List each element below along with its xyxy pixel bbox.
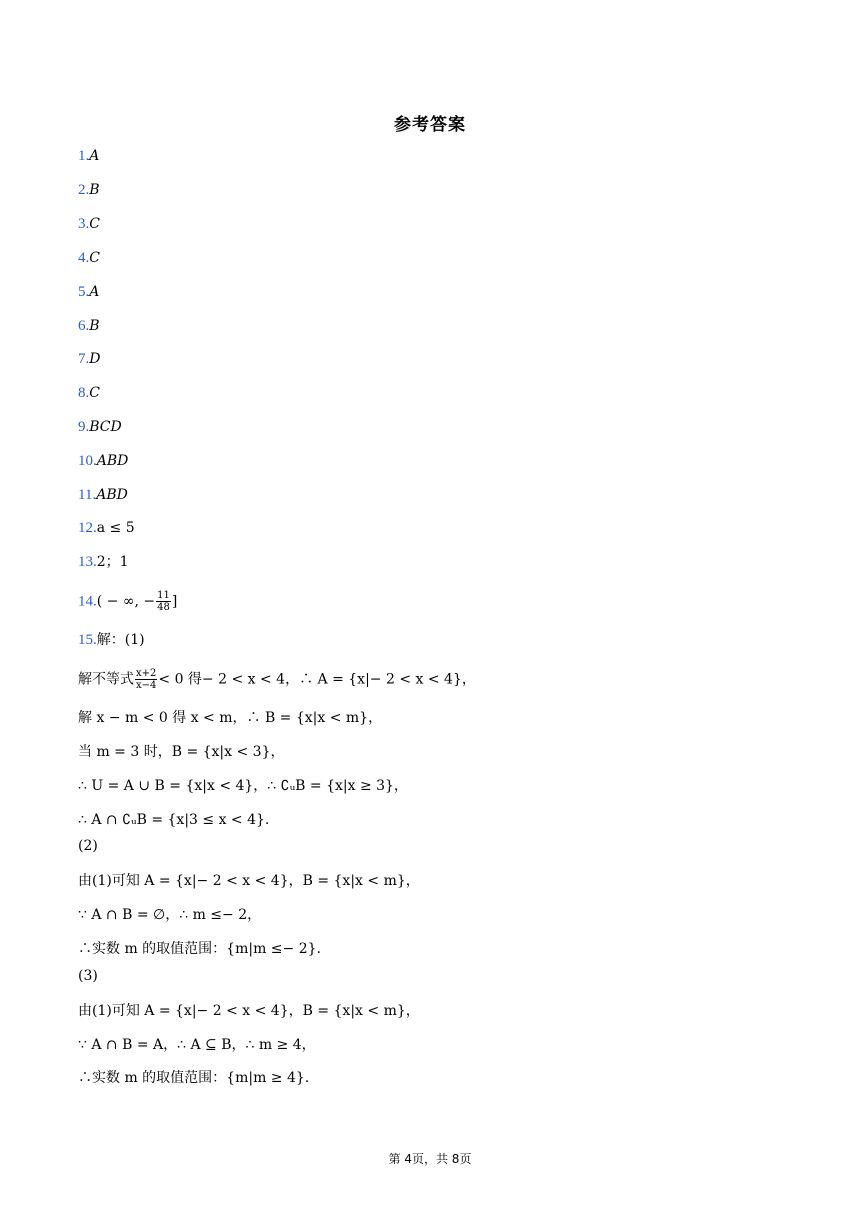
- solution-line: ∴ A ∩ ∁ᵤB = {x|3 ≤ x < 4}.: [78, 812, 270, 828]
- solution-line: ∵ A ∩ B = ∅，∴ m ≤− 2，: [78, 907, 262, 923]
- answer-row: [78, 485, 128, 505]
- question-number: 9.: [78, 419, 90, 435]
- answer-row: [78, 518, 135, 538]
- answer-row: [78, 383, 100, 403]
- answer-text: ( − ∞, −: [96, 593, 156, 610]
- question-number: 11.: [78, 487, 97, 503]
- answer-text: ]: [171, 593, 178, 610]
- solution-heading: [78, 630, 145, 650]
- fraction-denominator: x−4: [136, 680, 157, 691]
- fraction-denominator: 48: [157, 602, 170, 613]
- solution-line: 当 m = 3 时，B = {x|x < 3}，: [78, 744, 285, 760]
- answer-text: C: [89, 385, 100, 401]
- solution-text: 解：(1): [96, 632, 145, 648]
- question-number: 15.: [78, 632, 97, 648]
- question-number: 13.: [78, 554, 97, 570]
- answer-row: [78, 451, 128, 471]
- question-number: 10.: [78, 453, 97, 469]
- answer-row: [78, 552, 129, 572]
- answer-row: [78, 316, 100, 336]
- answer-row: [78, 146, 99, 166]
- solution-part-label: (3): [78, 968, 98, 984]
- answer-row: [78, 214, 100, 234]
- solution-text: 解不等式: [78, 671, 134, 688]
- question-number: 6.: [78, 318, 90, 334]
- answer-text: B: [89, 182, 100, 198]
- question-number: 8.: [78, 385, 90, 401]
- question-number: 2.: [78, 182, 90, 198]
- answer-text: a ≤ 5: [96, 520, 135, 536]
- answer-row: [78, 417, 122, 437]
- answer-text: BCD: [89, 419, 122, 435]
- answer-text: D: [89, 351, 101, 367]
- answer-text: ABD: [96, 453, 129, 469]
- question-number: 5.: [78, 284, 90, 300]
- answer-row: [78, 180, 100, 200]
- page-title: 参考答案: [394, 115, 466, 135]
- page-footer: 第 4页，共 8页: [388, 1152, 472, 1166]
- solution-line: ∵ A ∩ B = A，∴ A ⊆ B，∴ m ≥ 4，: [78, 1037, 316, 1053]
- solution-line: ∴实数 m 的取值范围：{m|m ≥ 4}.: [78, 1070, 310, 1086]
- fraction: [156, 590, 171, 613]
- solution-line: 由(1)可知 A = {x|− 2 < x < 4}，B = {x|x < m}，: [78, 873, 420, 889]
- answer-row: [78, 349, 100, 369]
- question-number: 3.: [78, 216, 90, 232]
- solution-line: ∴ U = A ∪ B = {x|x < 4}，∴ ∁ᵤB = {x|x ≥ 3}，: [78, 778, 408, 794]
- answer-text: B: [89, 318, 100, 334]
- solution-text: < 0 得− 2 < x < 4，∴ A = {x|− 2 < x < 4}，: [158, 671, 476, 688]
- answer-text: ABD: [96, 487, 128, 503]
- fraction-numerator: x+2: [136, 668, 157, 679]
- question-number: 14.: [78, 593, 97, 610]
- question-number: 7.: [78, 351, 90, 367]
- answer-row: [78, 248, 100, 268]
- solution-part-label: (2): [78, 838, 98, 854]
- question-number: 12.: [78, 520, 97, 536]
- fraction: [135, 668, 157, 691]
- answer-text: C: [89, 216, 100, 232]
- answer-row: [78, 590, 177, 613]
- question-number: 1.: [78, 148, 90, 164]
- fraction-numerator: 11: [157, 590, 170, 601]
- solution-line: ∴实数 m 的取值范围：{m|m ≤− 2}.: [78, 941, 321, 957]
- answer-text: A: [89, 284, 100, 300]
- solution-line: 由(1)可知 A = {x|− 2 < x < 4}，B = {x|x < m}，: [78, 1003, 420, 1019]
- answer-row: [78, 282, 99, 302]
- answer-text: C: [89, 250, 100, 266]
- answer-text: 2；1: [96, 554, 129, 570]
- question-number: 4.: [78, 250, 90, 266]
- answer-text: A: [89, 148, 100, 164]
- solution-line: 解 x − m < 0 得 x < m，∴ B = {x|x < m}，: [78, 710, 383, 726]
- solution-line: [78, 668, 476, 691]
